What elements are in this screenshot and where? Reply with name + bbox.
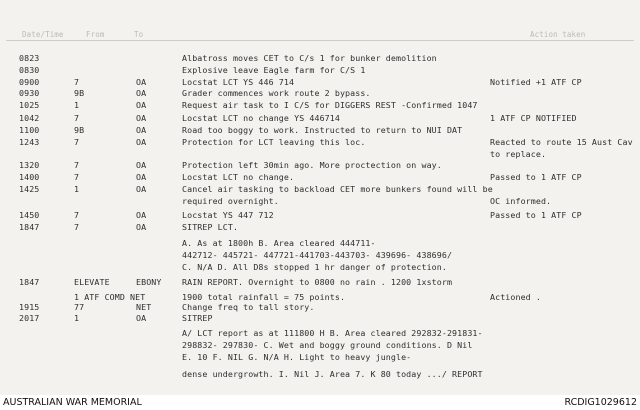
entry-c2: 7 — [74, 113, 80, 123]
entry-event: SITREP LCT. — [182, 222, 239, 232]
entry-c3: OA — [136, 77, 147, 87]
entry-time: 1243 — [19, 137, 40, 147]
entry-action: to replace. — [490, 149, 547, 159]
archive-name: AUSTRALIAN WAR MEMORIAL — [3, 397, 142, 408]
entry-time: 1915 — [19, 302, 40, 312]
entry-c2: 7 — [74, 172, 80, 182]
entry-event: E. 10 F. NIL G. N/A H. Light to heavy jungle- — [182, 352, 412, 362]
entry-action: 1 ATF CP NOTIFIED — [490, 113, 577, 123]
entry-time: 1100 — [19, 125, 40, 135]
entry-time: 1450 — [19, 210, 40, 220]
entry-time: 1400 — [19, 172, 40, 182]
entry-event: Request air task to I C/S for DIGGERS REST -Confirmed 1047 — [182, 100, 478, 110]
entry-event: 298832- 297830- C. Wet and boggy ground conditions. D Nil — [182, 340, 473, 350]
entry-c3: OA — [136, 100, 147, 110]
entry-c3: OA — [136, 172, 147, 182]
entry-c2: 77 — [74, 302, 85, 312]
entry-c3: OA — [136, 210, 147, 220]
entry-time: 1320 — [19, 160, 40, 170]
entry-action: Notified +1 ATF CP — [490, 77, 582, 87]
entry-event: Protection left 30min ago. More proctection on way. — [182, 160, 442, 170]
entry-c3: OA — [136, 113, 147, 123]
entry-action: Passed to 1 ATF CP — [490, 172, 582, 182]
entry-action: Passed to 1 ATF CP — [490, 210, 582, 220]
entry-c2: 7 — [74, 160, 80, 170]
entry-c2: 1 — [74, 100, 80, 110]
entry-action: OC informed. — [490, 196, 552, 206]
entry-time: 1847 — [19, 222, 40, 232]
entry-event: A. As at 1800h B. Area cleared 444711- — [182, 238, 376, 248]
entry-event: 1900 total rainfall = 75 points. — [182, 292, 346, 302]
header-action: Action taken — [530, 30, 586, 39]
entry-c2: 1 — [74, 313, 80, 323]
footer — [0, 395, 640, 410]
entry-time: 0930 — [19, 88, 40, 98]
entry-c3: OA — [136, 184, 147, 194]
entry-event: required overnight. — [182, 196, 279, 206]
entry-event: SITREP — [182, 313, 213, 323]
entry-event: Locstat LCT no change. — [182, 172, 295, 182]
entry-c3: OA — [136, 88, 147, 98]
entry-event: RAIN REPORT. Overnight to 0800 no rain . 1200 1xstorm — [182, 277, 453, 287]
entry-time: 0900 — [19, 77, 40, 87]
entry-c2: 7 — [74, 137, 80, 147]
entry-event: Road too boggy to work. Instructed to return to NUI DAT — [182, 125, 463, 135]
entry-c2: 1 ATF COMD NET — [74, 292, 146, 302]
entry-time: 1425 — [19, 184, 40, 194]
entry-event: 442712- 445721- 447721-441703-443703- 439696- 438696/ — [182, 250, 453, 260]
entry-time: 0823 — [19, 53, 40, 63]
entry-c3: OA — [136, 222, 147, 232]
entry-event: C. N/A D. All D8s stopped 1 hr danger of protection. — [182, 262, 447, 272]
header-to: To — [134, 30, 144, 39]
entry-action: Reacted to route 15 Aust Cav — [490, 137, 633, 147]
entry-action: Actioned . — [490, 292, 541, 302]
header-from: From — [86, 30, 105, 39]
entry-event: Cancel air tasking to backload CET more bunkers found will be — [182, 184, 493, 194]
entry-c2: 9B — [74, 125, 85, 135]
entry-time: 1042 — [19, 113, 40, 123]
entry-c3: OA — [136, 125, 147, 135]
entry-c2: 7 — [74, 222, 80, 232]
entry-event: dense undergrowth. I. Nil J. Area 7. K 80 today .../ REPORT — [182, 369, 483, 379]
entry-c3: OA — [136, 160, 147, 170]
entry-time: 0830 — [19, 65, 40, 75]
entry-time: 1847 — [19, 277, 40, 287]
record-id: RCDIG1029612 — [564, 397, 637, 408]
entry-event: Explosive leave Eagle farm for C/S 1 — [182, 65, 366, 75]
entry-event: Albatross moves CET to C/s 1 for bunker demolition — [182, 53, 437, 63]
entry-c3: EBONY — [136, 277, 162, 287]
entry-event: Locstat YS 447 712 — [182, 210, 274, 220]
entry-event: Change freq to tall story. — [182, 302, 315, 312]
entry-c3: OA — [136, 137, 147, 147]
entry-event: A/ LCT report as at 111800 H B. Area cleared 292832-291831- — [182, 328, 483, 338]
entry-c2: 1 — [74, 184, 80, 194]
entry-event: Locstat LCT no change YS 446714 — [182, 113, 340, 123]
entry-c2: 7 — [74, 77, 80, 87]
header-time: Date/Time — [22, 30, 64, 39]
entry-c2: 9B — [74, 88, 85, 98]
entry-event: Protection for LCT leaving this loc. — [182, 137, 366, 147]
entry-c2: ELEVATE — [74, 277, 110, 287]
entry-event: Grader commences work route 2 bypass. — [182, 88, 371, 98]
header-rule — [6, 40, 634, 41]
entry-c2: 7 — [74, 210, 80, 220]
entry-c3: OA — [136, 313, 147, 323]
entry-time: 1025 — [19, 100, 40, 110]
entry-c3: NET — [136, 302, 152, 312]
entry-time: 2017 — [19, 313, 40, 323]
entry-event: Locstat LCT YS 446 714 — [182, 77, 295, 87]
